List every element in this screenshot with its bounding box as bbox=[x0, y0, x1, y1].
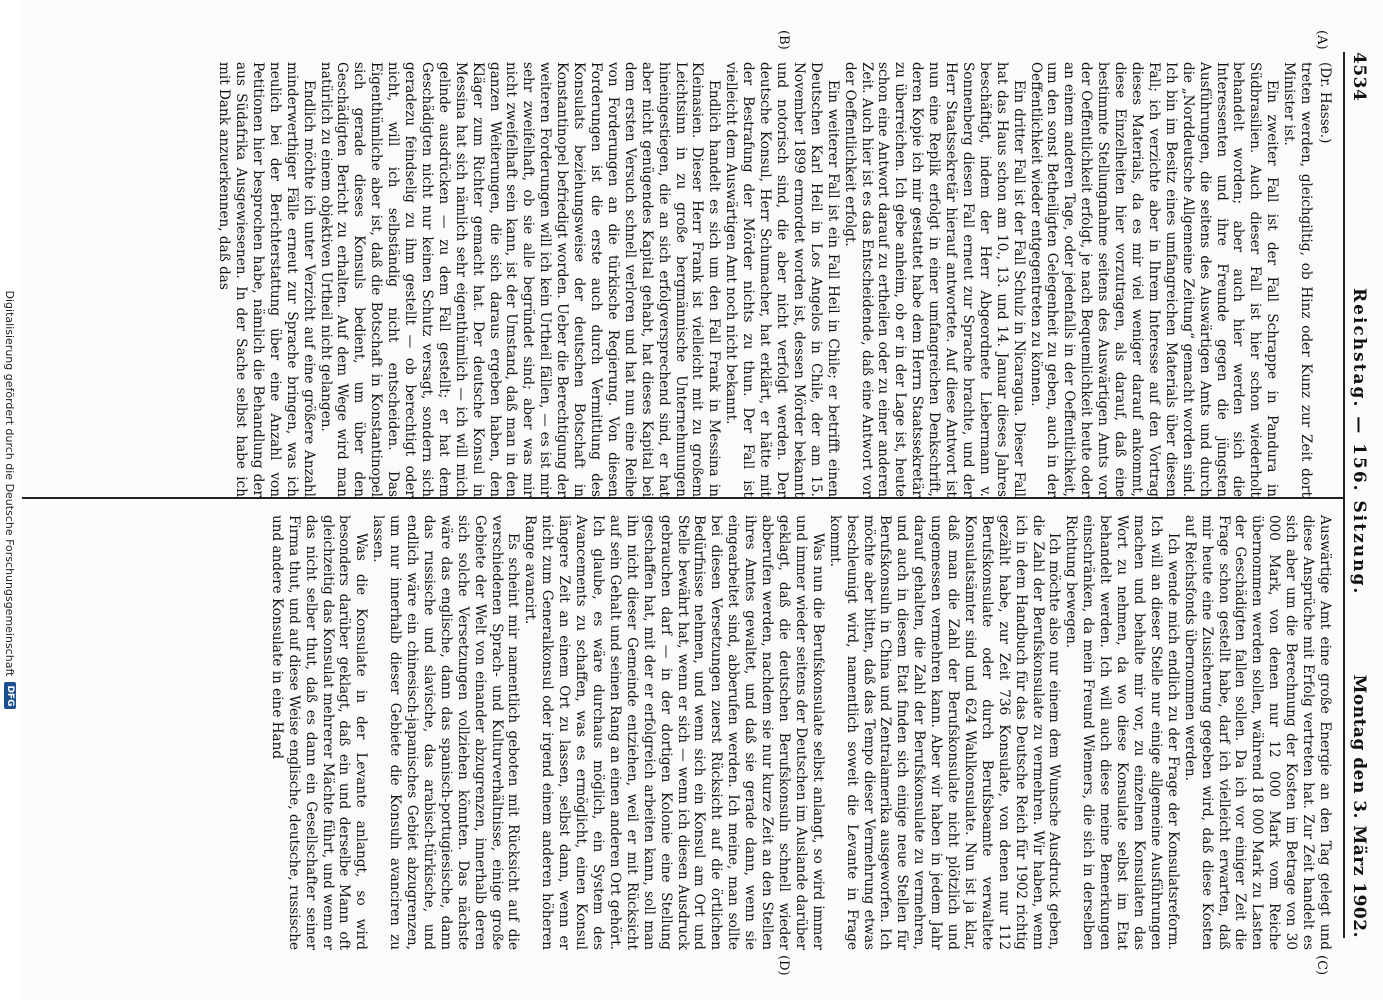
dfg-logo: DFG bbox=[4, 682, 16, 709]
right-column bbox=[268, 515, 1333, 950]
page-header bbox=[1343, 52, 1371, 938]
margin-marker-c: (C) bbox=[1314, 955, 1329, 976]
left-paragraph-2: Ein zweiter Fall ist der Fall Schrappe in Pandura in Südbrasilien. Auch dieser Fall ist hier schon wiederholt behandelt worden; aber auch hier werden sich die Interessenten und ihre Freunde gegen die jüngsten Ausführungen, die seitens des Auswärtigen Amts und durch die „Norddeutsche Allgemeine Zeitung“ gemacht worden sind. Ich bin im Besitz eines umfangreichen Materials über diesen Fall; ich verzichte aber in Ihrem Interesse auf den Vortrag dieses Materials, da es mir viel weniger darauf ankommt, diese Einzelheiten hier vorzutragen, als darauf, daß eine bestimmte Stellungnahme seitens des Auswärtigen Amts vor der Oeffentlichkeit erfolgt, je nach Bequemlichkeit heute oder an einem anderen Tage, oder jedenfalls in der Oeffentlichkeit, um den sonst Betheiligten Gelegenheit zu geben, auch in der Oeffentlichkeit wieder entgegentreten zu können. bbox=[1027, 62, 1281, 497]
left-paragraph-3: Ein dritter Fall ist der Fall Schulz in Nicaragua. Dieser Fall hat das Haus schon am 10., 13. und 14. Januar dieses Jahres beschäftigt, indem der Herr Abgeordnete Liebermann v. Sonnenberg diesen Fall erneut zur Sprache brachte, und der Herr Staatssekretär hierauf antwortete. Auf diese Antwort ist nun eine Replik erfolgt in einer umfangreichen Denkschrift, deren Kopie ich mir gestattet habe dem Herrn Staatssekretär zu überreichen. Ich gebe anheim, ob er in der Lage ist, heute schon eine Antwort darauf zu ertheilen oder zu einer anderen Zeit. Auch hier ist es das Entscheidende, daß eine Antwort vor der Oeffentlichkeit erfolgt. bbox=[841, 62, 1027, 497]
right-paragraph-3: Ich möchte also nur einem dem Wunsche Ausdruck geben, die Zahl der Berufskonsulate zu vermehren. Wir haben, wenn ich in dem Handbuch für das Deutsche Reich für 1902 richtig gezählt habe, zur Zeit 736 Konsulate, von denen nur 112 Berufskonsulate oder durch Berufsbeamte verwaltete Konsulatsämter sind und 624 Wahlkonsulate. Nun ist ja klar, daß man die Zahl der Berufskonsulate nicht plötzlich und ungemessen vermehren kann. Aber wir haben in jedem Jahr darauf gehalten, die Zahl der Berufskonsulate zu vermehren, und auch in diesem Etat finden sich einige neue Stellen für Berufskonsuln in China und Zentralamerika ausgeworfen. Ich möchte aber bitten, daß das Tempo dieser Vermehrung etwas beschleunigt wird, namentlich soweit die Levante in Frage kommt. bbox=[826, 515, 1063, 950]
left-column bbox=[215, 62, 1333, 497]
left-paragraph-4: Ein weiterer Fall ist ein Fall Heil in Chile; er betrifft einen Deutschen Karl Heil in Los Angelos in Chile, der am 15. November 1899 ermordet worden ist, dessen Mörder bekannt und notorisch sind, die aber nicht verfolgt werden. Der deutsche Konsul, Herr Schumacher, hat erklärt, er hätte mit der Bestrafung der Mörder nichts zu thun. Der Fall ist vielleicht dem Auswärtigen Amt noch nicht bekannt. bbox=[723, 62, 841, 497]
margin-marker-a: (A) bbox=[1314, 30, 1329, 50]
right-paragraph-6: Was die Konsulate in der Levante anlangt, so wird besonders darüber geklagt, daß ein und derselbe Mann oft gleichzeitig das Konsulat mehrerer Mächte führt, und wenn er das nicht selber thut, daß es dann ein Gesellschafter seiner Firma thut, und auf diese Weise englische, deutsche, russische und andere Konsulate in eine Hand bbox=[268, 515, 370, 950]
right-paragraph-1: Auswärtige Amt eine große Energie an den Tag gelegt und diese Ansprüche mit Erfolg vertreten hat. Zur Zeit handelt es sich aber um die Berechnung der Kosten im Betrage von 30 000 Mark, von denen nur 12 000 Mark vom Reiche übernommen werden sollen, während 18 000 Mark zu Lasten der Geschädigten fallen sollen. Da ich vor einiger Zeit die Frage schon gestellt habe, darf ich vielleicht erwarten, daß mir heute eine Zusicherung gegeben wird, daß diese Kosten auf Reichsfonds übernommen werden. bbox=[1181, 515, 1333, 950]
page-date: Montag den 3. März 1902. bbox=[1349, 674, 1369, 938]
margin-marker-b: (B) bbox=[776, 30, 791, 50]
header-rule bbox=[1343, 52, 1345, 938]
page-title: Reichstag. — 156. Sitzung. bbox=[1349, 288, 1369, 596]
right-paragraph-5: Es scheint mir namentlich geboten mit Rücksicht auf die verschiedenen Sprach- und Kulturverhältnisse, einige große Gebiete der Welt von einander abzugrenzen, innerhalb deren sich solche Versetzungen vollziehen könnten. Das nächste wäre das englische, dann das spanisch-portugiesische, dann das russische und slavische, das arabisch-türkische, und endlich wäre ein chinesisch-japanisches Gebiet abzugrenzen, um nur innerhalb dieser Gebiete die Konsuln avanciren zu lassen. bbox=[370, 515, 522, 950]
margin-marker-d: (D) bbox=[776, 955, 791, 976]
left-paragraph-5: Endlich handelt es sich um den Fall Frank in Messina in Kleinasien. Dieser Herr Frank ist vielleicht mit zu großem Leichtsinn in zu große bergmännische Unternehmungen hineingestiegen, die an sich erfolgversprechend sind, er hat aber nicht genügendes Kapital gehabt, hat dieses Kapital bei dem ersten Versuch schnell verloren und hat nun eine Reihe von Forderungen an die türkische Regierung. Von diesen Forderungen ist die erste auch durch Vermittlung des Konsulats beziehungsweise der deutschen Botschaft in Konstantinopel befriedigt worden. Ueber die Berechtigung der weiteren Forderungen will ich kein Urtheil fällen, — es ist mir sehr zweifelhaft, ob sie alle begründet sind; aber was mir nicht zweifelhaft sein kann, ist der Umstand, daß man in den ganzen Weiterungen, die sich daraus ergeben haben, den Kläger zum Richter gemacht hat. Der deutsche Konsul in Messina hat sich nämlich sehr eigenthümlich — ich will mich gelinde ausdrücken — zu dem Fall gestellt; er hat dem Geschädigten nicht nur keinen Schutz versagt, sondern sich geradezu feindselig zu ihm gestellt — ob berechtigt oder nicht, will ich selbständig nicht entscheiden. Das Eigenthümliche aber ist, daß die Botschaft in Konstantinopel sich gerade dieses Konsuls bedient, um über den Geschädigten Bericht zu erhalten. Auf dem Wege wird man natürlich zu einem objektiven Urtheil nicht gelangen. bbox=[317, 62, 723, 497]
left-paragraph-1: treten werden, gleichgiltig, ob Hinz oder Kunz zur Zeit dort Minister ist. bbox=[1281, 62, 1315, 497]
page-number: 4534 bbox=[1349, 52, 1369, 102]
left-paragraph-6: Endlich möchte ich unter Verzicht auf eine größere Anzahl minderwerthiger Fälle erneut zur Sprache bringen, was ich neulich bei der Berichterstattung über eine Anzahl von Petitionen hier besprochen habe, nämlich die Behandlung der aus Südafrika Ausgewiesenen. In der Sache selbst habe ich mit Dank anzuerkennen, daß das bbox=[216, 62, 317, 497]
column-divider bbox=[22, 497, 1343, 499]
speaker-label: (Dr. Hasse.) bbox=[1317, 62, 1333, 144]
right-paragraph-4: Was nun die Berufskonsulate selbst anlangt, so wird immer und immer wieder seitens der Deutschen im Auslande darüber geklagt, daß die deutschen Berufskonsuln schnell wieder abberufen werden, nachdem sie nur kurze Zeit an den Stellen ihres Amtes gewaltet, und daß sie gerade dann, wenn sie eingearbeitet sind, abberufen werden. Ich meine, man sollte bei diesen Versetzungen zuerst Rücksicht auf die örtlichen Bedürfnisse nehmen, und wenn sich ein Konsul am Ort und Stelle bewährt hat, wenn er sich — wenn ich diesen Ausdruck gebrauchen darf — in der dortigen Kolonie eine Stellung geschaffen hat, mit der er erfolgreich arbeiten kann, soll man ihn nicht dieser Gemeinde entziehen, weil er mit Rücksicht auf sein Gehalt und seinen Rang an einen anderen Ort gehört. Ich glaube, es wäre durchaus möglich, ein System des Avancements zu schaffen, was es ermöglicht, einen Konsul längere Zeit an einem Ort zu lassen, selbst dann, wenn er nicht zum Generalkonsul oder irgend einem anderen höheren Range avancirt. bbox=[522, 515, 826, 950]
footer-text: Digitalisierung gefördert durch die Deutsche Forschungsgemeinschaft bbox=[3, 290, 17, 677]
right-paragraph-2: Ich wende mich endlich zu der Frage der Konsulatsreform. Ich will an dieser Stelle nur einige allgemeine Ausführungen machen und behalte mir vor, zu einzelnen Konsulaten das Wort zu nehmen, da wo diese Konsulate selbst im Etat behandelt werden. Ich will auch diese meine Bemerkungen einschränken, da mein Freund Wiemers, die sich in derselben Richtung bewegen. bbox=[1063, 515, 1181, 950]
digitization-footer bbox=[0, 0, 20, 1000]
